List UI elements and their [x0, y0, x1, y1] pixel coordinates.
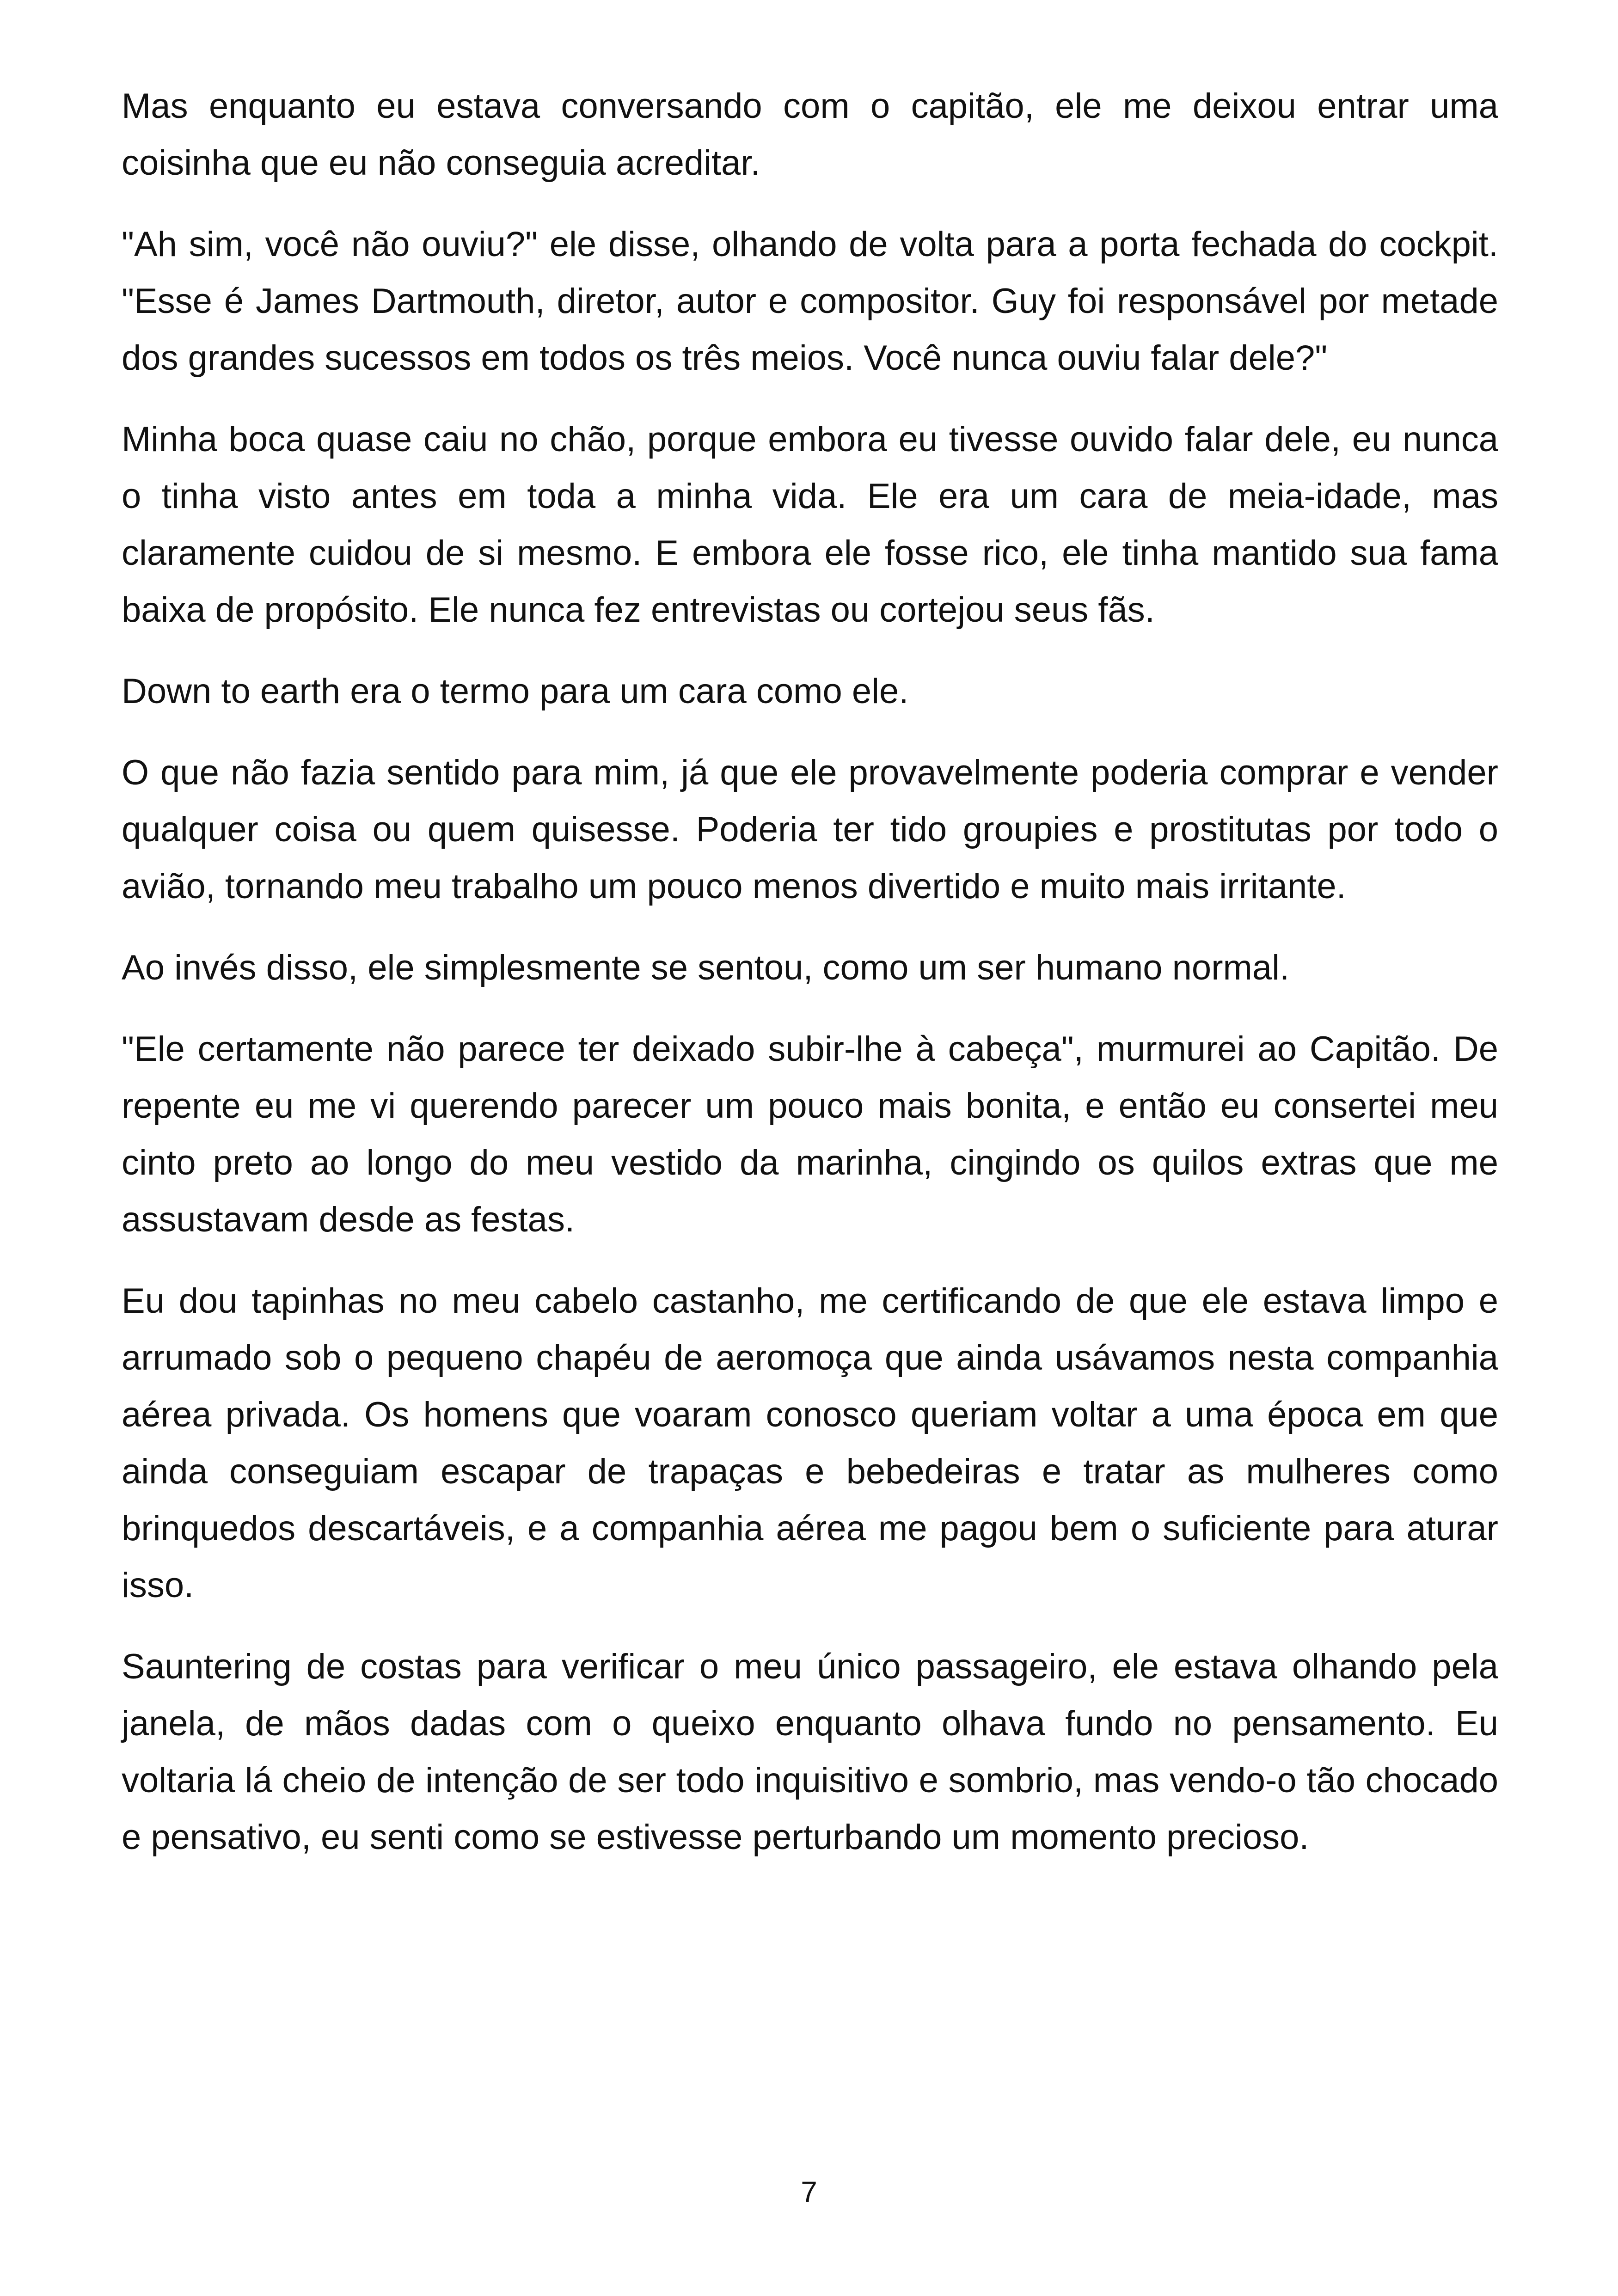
paragraph: O que não fazia sentido para mim, já que ele provavelmente poderia comprar e vender qualquer coisa ou quem quisesse. Poderia ter tido groupies e prostitutas por todo o avião, tornando meu trabalho um pouco menos divertido e muito mais irritante.: [122, 753, 1498, 906]
paragraph: "Ah sim, você não ouviu?" ele disse, olhando de volta para a porta fechada do cockpit. "Esse é James Dartmouth, diretor, autor e compositor. Guy foi responsável por metade dos grandes sucessos em todos os três meios. Você nunca ouviu falar dele?": [122, 225, 1498, 378]
paragraph: "Ele certamente não parece ter deixado subir-lhe à cabeça", murmurei ao Capitão. De repente eu me vi querendo parecer um pouco mais bonita, e então eu consertei meu cinto preto ao longo do meu vestido da marinha, cingindo os quilos extras que me assustavam desde as festas.: [122, 1029, 1498, 1239]
paragraph: Mas enquanto eu estava conversando com o capitão, ele me deixou entrar uma coisinha que eu não conseguia acreditar.: [122, 86, 1498, 183]
paragraph: Ao invés disso, ele simplesmente se sentou, como um ser humano normal.: [122, 948, 1290, 987]
paragraph: Minha boca quase caiu no chão, porque embora eu tivesse ouvido falar dele, eu nunca o tinha visto antes em toda a minha vida. Ele era um cara de meia-idade, mas claramente cuidou de si mesmo. E embora ele fosse rico, ele tinha mantido sua fama baixa de propósito. Ele nunca fez entrevistas ou cortejou seus fãs.: [122, 420, 1498, 630]
paragraph: Eu dou tapinhas no meu cabelo castanho, me certificando de que ele estava limpo e arrumado sob o pequeno chapéu de aeromoça que ainda usávamos nesta companhia aérea privada. Os homens que voaram conosco queriam voltar a uma época em que ainda conseguiam escapar de trapaças e bebedeiras e tratar as mulheres como brinquedos descartáveis, e a companhia aérea me pagou bem o suficiente para aturar isso.: [122, 1281, 1498, 1605]
document-body: [122, 78, 1498, 1890]
paragraph: Down to earth era o termo para um cara como ele.: [122, 672, 909, 711]
paragraph: Sauntering de costas para verificar o meu único passageiro, ele estava olhando pela janela, de mãos dadas com o queixo enquanto olhava fundo no pensamento. Eu voltaria lá cheio de intenção de ser todo inquisitivo e sombrio, mas vendo-o tão chocado e pensativo, eu senti como se estivesse perturbando um momento precioso.: [122, 1647, 1498, 1857]
page-number: 7: [801, 2175, 817, 2209]
